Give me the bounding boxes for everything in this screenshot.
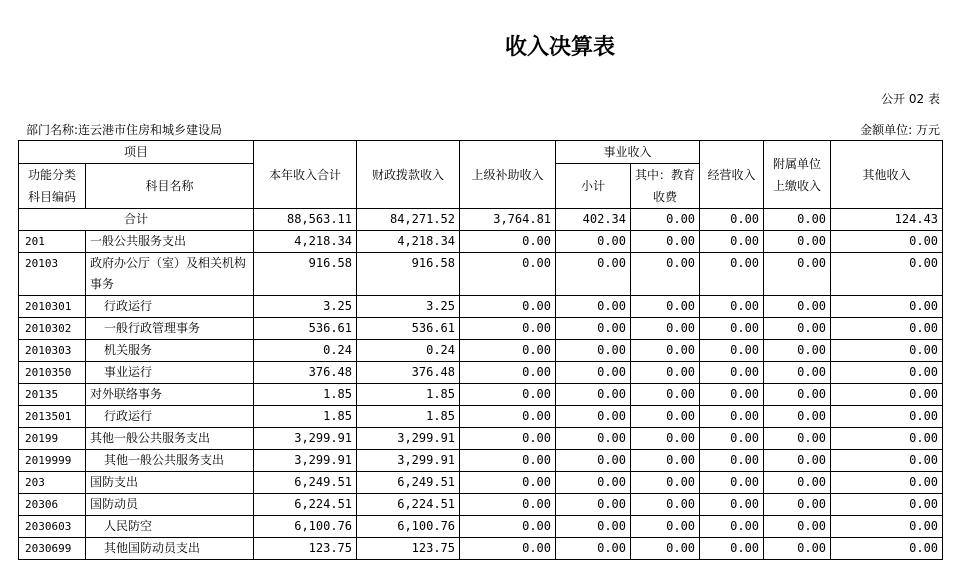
table-row [19, 494, 943, 516]
row-value: 0.24 [254, 340, 357, 362]
table-row [19, 538, 943, 560]
row-value: 916.58 [254, 253, 357, 296]
row-value: 3,299.91 [254, 450, 357, 472]
row-value: 0.00 [700, 384, 764, 406]
row-name: 一般公共服务支出 [86, 231, 254, 253]
header-item: 项目 [19, 141, 254, 164]
row-value: 0.00 [764, 450, 831, 472]
row-value: 0.00 [631, 318, 700, 340]
row-code: 2019999 [19, 450, 86, 472]
row-value: 536.61 [254, 318, 357, 340]
row-value: 0.00 [460, 450, 556, 472]
row-value: 6,224.51 [254, 494, 357, 516]
total-label: 合计 [19, 209, 254, 231]
row-value: 0.00 [764, 340, 831, 362]
row-value: 0.00 [460, 406, 556, 428]
row-name: 行政运行 [86, 296, 254, 318]
row-value: 0.00 [460, 538, 556, 560]
row-value: 376.48 [357, 362, 460, 384]
row-value: 0.00 [764, 231, 831, 253]
row-code: 2030603 [19, 516, 86, 538]
row-code: 203 [19, 472, 86, 494]
row-name: 一般行政管理事务 [86, 318, 254, 340]
row-value: 0.00 [556, 472, 631, 494]
row-value: 0.00 [460, 231, 556, 253]
row-value: 0.00 [831, 450, 943, 472]
table-row [19, 362, 943, 384]
total-row [19, 209, 943, 231]
row-value: 6,100.76 [357, 516, 460, 538]
row-value: 123.75 [254, 538, 357, 560]
row-value: 0.00 [460, 494, 556, 516]
row-value: 0.00 [460, 340, 556, 362]
row-value: 0.00 [831, 494, 943, 516]
table-row [19, 472, 943, 494]
row-value: 0.00 [556, 494, 631, 516]
row-value: 0.00 [631, 231, 700, 253]
row-value: 0.00 [700, 253, 764, 296]
row-value: 0.00 [700, 340, 764, 362]
row-value: 0.00 [831, 318, 943, 340]
row-value: 0.00 [700, 318, 764, 340]
row-value: 0.00 [700, 428, 764, 450]
row-value: 916.58 [357, 253, 460, 296]
row-code: 20306 [19, 494, 86, 516]
row-value: 0.00 [556, 340, 631, 362]
total-cell: 0.00 [764, 209, 831, 231]
row-value: 6,224.51 [357, 494, 460, 516]
row-value: 4,218.34 [254, 231, 357, 253]
row-value: 0.00 [556, 296, 631, 318]
row-value: 3,299.91 [254, 428, 357, 450]
row-value: 0.00 [764, 253, 831, 296]
row-value: 0.00 [700, 538, 764, 560]
table-row [19, 318, 943, 340]
header-superior: 上级补助收入 [460, 141, 556, 209]
row-value: 0.00 [831, 406, 943, 428]
row-name: 机关服务 [86, 340, 254, 362]
row-value: 0.00 [631, 340, 700, 362]
row-value: 0.00 [556, 516, 631, 538]
row-value: 123.75 [357, 538, 460, 560]
row-value: 6,100.76 [254, 516, 357, 538]
row-value: 0.00 [831, 362, 943, 384]
row-name: 其他一般公共服务支出 [86, 428, 254, 450]
department-label: 部门名称:连云港市住房和城乡建设局 [26, 123, 223, 137]
header-edu: 其中：教育收费 [631, 164, 700, 209]
header-other: 其他收入 [831, 141, 943, 209]
header-operating: 经营收入 [700, 141, 764, 209]
row-value: 0.00 [764, 384, 831, 406]
total-cell: 3,764.81 [460, 209, 556, 231]
row-code: 2013501 [19, 406, 86, 428]
table-row [19, 384, 943, 406]
row-value: 0.00 [460, 428, 556, 450]
row-name: 国防支出 [86, 472, 254, 494]
header-total-income: 本年收入合计 [254, 141, 357, 209]
row-value: 0.00 [631, 450, 700, 472]
row-value: 0.00 [556, 253, 631, 296]
row-value: 0.00 [556, 231, 631, 253]
row-value: 0.00 [460, 362, 556, 384]
row-value: 1.85 [357, 384, 460, 406]
total-cell: 0.00 [700, 209, 764, 231]
row-value: 0.00 [631, 428, 700, 450]
row-code: 20135 [19, 384, 86, 406]
row-code: 20199 [19, 428, 86, 450]
total-cell: 124.43 [831, 209, 943, 231]
row-value: 0.00 [764, 494, 831, 516]
row-value: 536.61 [357, 318, 460, 340]
row-code: 20103 [19, 253, 86, 296]
row-value: 0.00 [764, 538, 831, 560]
row-value: 0.00 [831, 472, 943, 494]
table-row [19, 296, 943, 318]
income-table [18, 140, 943, 560]
row-value: 0.00 [764, 406, 831, 428]
row-value: 0.00 [556, 450, 631, 472]
row-value: 0.00 [831, 340, 943, 362]
row-name: 事业运行 [86, 362, 254, 384]
row-value: 0.00 [831, 231, 943, 253]
row-value: 0.00 [631, 472, 700, 494]
table-row [19, 340, 943, 362]
row-value: 0.00 [764, 428, 831, 450]
row-value: 4,218.34 [357, 231, 460, 253]
total-cell: 402.34 [556, 209, 631, 231]
header-subtotal: 小计 [556, 164, 631, 209]
table-row [19, 406, 943, 428]
row-value: 1.85 [254, 384, 357, 406]
header-func-code: 功能分类科目编码 [19, 164, 86, 209]
row-value: 0.00 [764, 472, 831, 494]
row-value: 3,299.91 [357, 450, 460, 472]
row-value: 6,249.51 [254, 472, 357, 494]
table-header [19, 141, 943, 209]
row-value: 3.25 [357, 296, 460, 318]
row-code: 2010303 [19, 340, 86, 362]
row-value: 0.00 [460, 384, 556, 406]
row-value: 0.00 [700, 362, 764, 384]
total-cell: 88,563.11 [254, 209, 357, 231]
row-value: 0.00 [631, 362, 700, 384]
row-code: 2030699 [19, 538, 86, 560]
row-code: 201 [19, 231, 86, 253]
row-value: 0.00 [764, 362, 831, 384]
row-value: 0.00 [460, 253, 556, 296]
header-business: 事业收入 [556, 141, 700, 164]
header-affiliate: 附属单位上缴收入 [764, 141, 831, 209]
row-value: 0.00 [700, 406, 764, 428]
table-body [19, 209, 943, 560]
row-value: 0.00 [460, 516, 556, 538]
row-value: 0.00 [831, 538, 943, 560]
total-cell: 84,271.52 [357, 209, 460, 231]
row-value: 1.85 [254, 406, 357, 428]
row-value: 3,299.91 [357, 428, 460, 450]
page-title: 收入决算表 [504, 34, 615, 60]
row-value: 0.00 [631, 538, 700, 560]
row-value: 3.25 [254, 296, 357, 318]
row-value: 376.48 [254, 362, 357, 384]
row-name: 人民防空 [86, 516, 254, 538]
row-value: 0.00 [831, 296, 943, 318]
row-name: 国防动员 [86, 494, 254, 516]
row-value: 0.00 [764, 296, 831, 318]
row-value: 0.00 [631, 406, 700, 428]
row-name: 其他一般公共服务支出 [86, 450, 254, 472]
row-value: 0.00 [631, 516, 700, 538]
row-value: 0.00 [700, 231, 764, 253]
row-value: 0.00 [556, 384, 631, 406]
row-value: 0.00 [556, 362, 631, 384]
row-value: 0.00 [700, 494, 764, 516]
row-value: 0.00 [831, 253, 943, 296]
row-value: 0.00 [700, 296, 764, 318]
row-value: 0.00 [556, 538, 631, 560]
row-name: 其他国防动员支出 [86, 538, 254, 560]
table-row [19, 516, 943, 538]
row-value: 0.00 [631, 384, 700, 406]
header-fiscal: 财政拨款收入 [357, 141, 460, 209]
table-row [19, 231, 943, 253]
row-value: 1.85 [357, 406, 460, 428]
row-value: 0.00 [631, 296, 700, 318]
row-value: 0.00 [460, 318, 556, 340]
row-code: 2010302 [19, 318, 86, 340]
row-value: 0.24 [357, 340, 460, 362]
unit-label: 金额单位: 万元 [860, 123, 940, 137]
row-value: 0.00 [831, 384, 943, 406]
row-value: 0.00 [700, 450, 764, 472]
row-value: 0.00 [831, 516, 943, 538]
row-value: 0.00 [631, 253, 700, 296]
row-value: 0.00 [460, 296, 556, 318]
row-name: 政府办公厅（室）及相关机构事务 [86, 253, 254, 296]
row-name: 行政运行 [86, 406, 254, 428]
row-value: 6,249.51 [357, 472, 460, 494]
row-name: 对外联络事务 [86, 384, 254, 406]
table-row [19, 253, 943, 296]
row-code: 2010301 [19, 296, 86, 318]
row-value: 0.00 [700, 472, 764, 494]
row-value: 0.00 [556, 428, 631, 450]
row-code: 2010350 [19, 362, 86, 384]
header-subject-name: 科目名称 [86, 164, 254, 209]
row-value: 0.00 [556, 318, 631, 340]
row-value: 0.00 [460, 472, 556, 494]
row-value: 0.00 [631, 494, 700, 516]
row-value: 0.00 [556, 406, 631, 428]
table-row [19, 450, 943, 472]
row-value: 0.00 [764, 318, 831, 340]
table-row [19, 428, 943, 450]
row-value: 0.00 [831, 428, 943, 450]
row-value: 0.00 [700, 516, 764, 538]
form-number: 公开 02 表 [881, 92, 940, 106]
row-value: 0.00 [764, 516, 831, 538]
total-cell: 0.00 [631, 209, 700, 231]
